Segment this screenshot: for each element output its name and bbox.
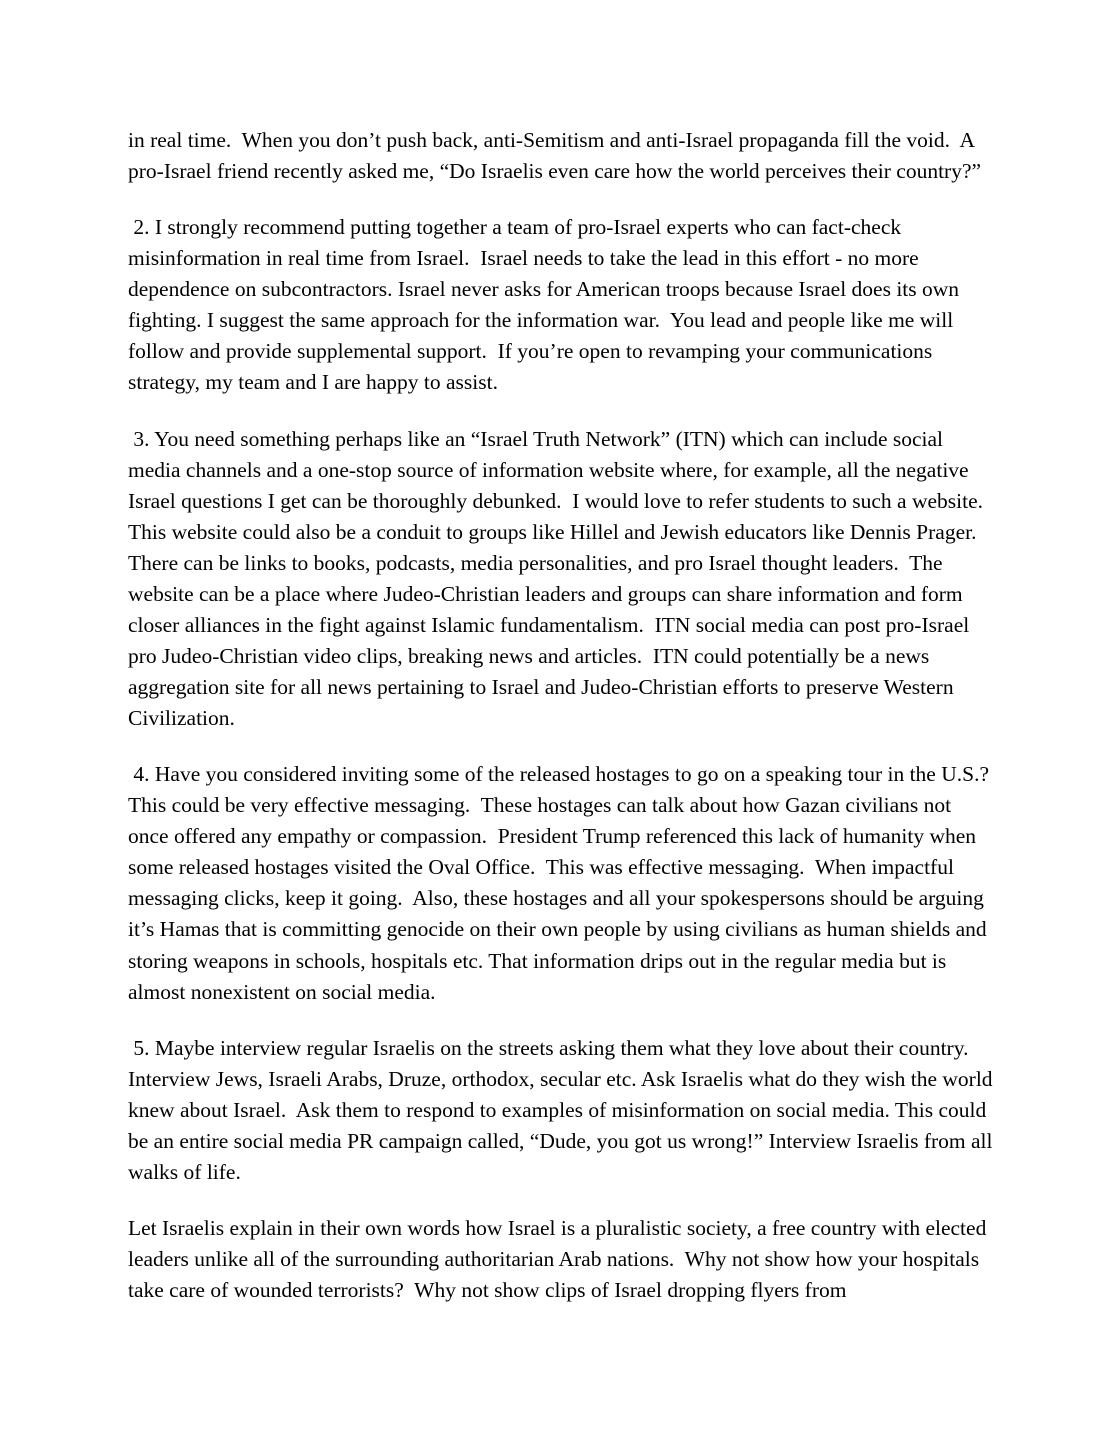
- paragraph: 5. Maybe interview regular Israelis on the streets asking them what they love about their country. Interview Jews, Israeli Arabs, Druze, orthodox, secular etc. Ask Israelis what do they wish the world knew about Israel. Ask them to respond to examples of misinformation on social media. This could be an entire social media PR campaign called, “Dude, you got us wrong!” Interview Israelis from all walks of life.: [128, 1035, 998, 1184]
- paragraph: 4. Have you considered inviting some of the released hostages to go on a speaking tour in the U.S.? This could be very effective messaging. These hostages can talk about how Gazan civilians not once offered any empathy or compassion. President Trump referenced this lack of humanity when some released hostages visited the Oval Office. This was effective messaging. When impactful messaging clicks, keep it going. Also, these hostages and all your spokespersons should be arguing it’s Hamas that is committing genocide on their own people by using civilians as human shields and storing weapons in schools, hospitals etc. That information drips out in the regular media but is almost nonexistent on social media.: [128, 762, 1000, 1004]
- paragraph: Let Israelis explain in their own words how Israel is a pluralistic society, a free country with elected leaders unlike all of the surrounding authoritarian Arab nations. Why not show how your hospitals take care of wounded terrorists? Why not show clips of Israel dropping flyers from: [128, 1215, 992, 1303]
- document-body: [128, 125, 1000, 1306]
- paragraph: 3. You need something perhaps like an “Israel Truth Network” (ITN) which can include social media channels and a one-stop source of information website where, for example, all the negative Israel questions I get can be thoroughly debunked. I would love to refer students to such a website. This website could also be a conduit to groups like Hillel and Jewish educators like Dennis Prager. There can be links to books, podcasts, media personalities, and pro Israel thought leaders. The website can be a place where Judeo-Christian leaders and groups can share information and form closer alliances in the fight against Islamic fundamentalism. ITN social media can post pro-Israel pro Judeo-Christian video clips, breaking news and articles. ITN could potentially be a news aggregation site for all news pertaining to Israel and Judeo-Christian efforts to preserve Western Civilization.: [128, 426, 994, 731]
- paragraph: in real time. When you don’t push back, anti-Semitism and anti-Israel propaganda fill the void. A pro-Israel friend recently asked me, “Do Israelis even care how the world perceives their country?”: [128, 128, 982, 184]
- paragraph: 2. I strongly recommend putting together a team of pro-Israel experts who can fact-check misinformation in real time from Israel. Israel needs to take the lead in this effort - no more dependence on subcontractors. Israel never asks for American troops because Israel does its own fighting. I suggest the same approach for the information war. You lead and people like me will follow and provide supplemental support. If you’re open to revamping your communications strategy, my team and I are happy to assist.: [128, 215, 965, 395]
